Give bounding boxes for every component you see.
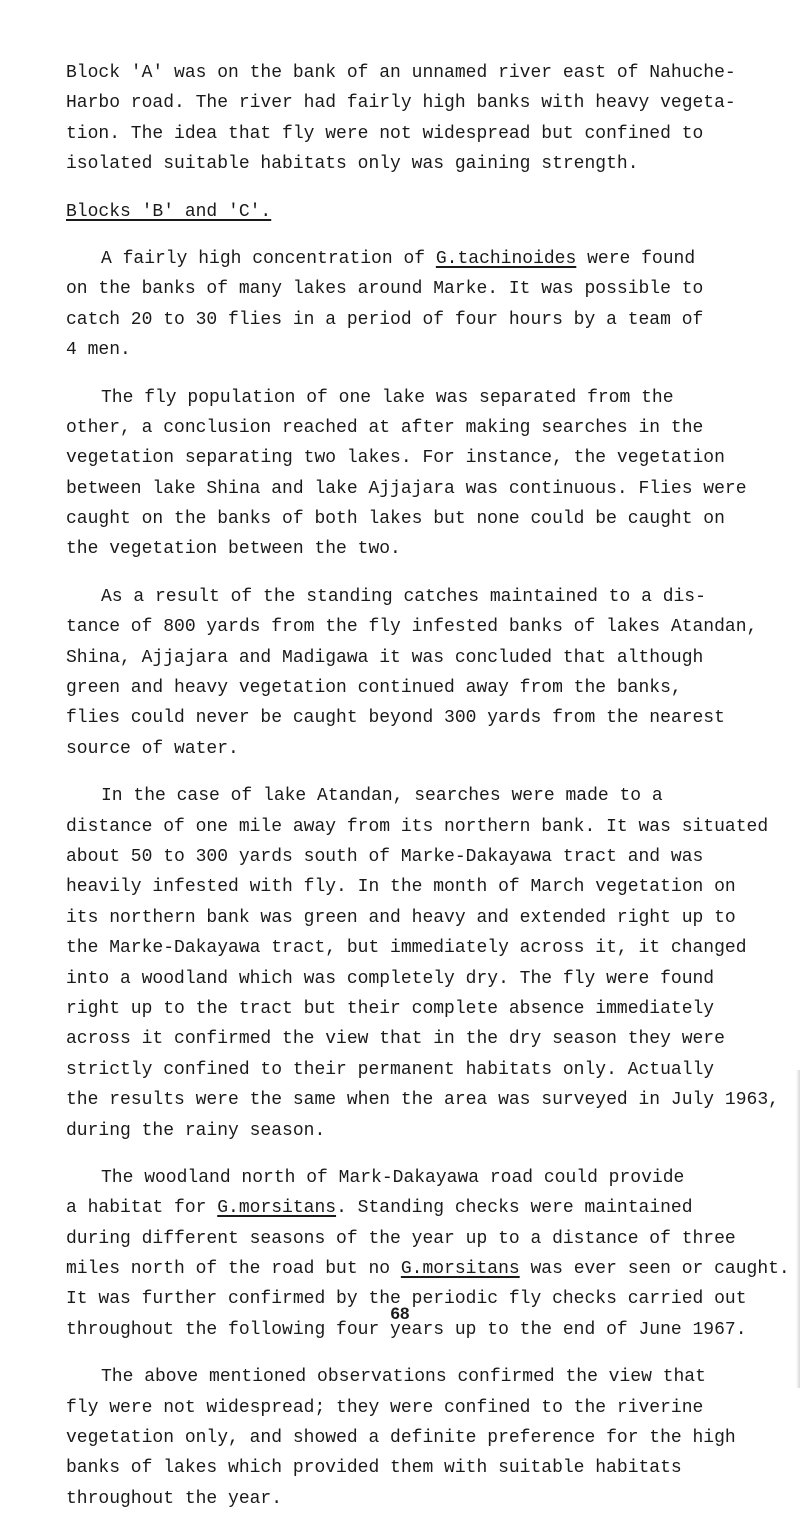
text-line: strictly confined to their permanent habitats only. Actually [66,1059,715,1080]
text-line: vegetation only, and showed a definite preference for the high [66,1428,736,1449]
species-name: G.morsitans [400,1259,520,1280]
text-line: catch 20 to 30 flies in a period of four hours by a team of [66,309,704,330]
text-line: across it confirmed the view that in the dry season they were [66,1029,725,1050]
text-line: right up to the tract but their complete absence immediately [66,998,715,1019]
text-fragment: was ever seen or caught. [519,1259,790,1280]
text-line: into a woodland which was completely dry. The fly were found [66,968,715,989]
text-line: about 50 to 300 yards south of Marke-Dakayawa tract and was [66,846,704,867]
paragraph-conclusion [66,1362,766,1514]
text-line: heavily infested with fly. In the month of March vegetation on [66,877,736,898]
text-line: caught on the banks of both lakes but none could be caught on [66,509,725,530]
text-line: other, a conclusion reached at after making searches in the [66,417,704,438]
text-line: The fly population of one lake was separated from the [101,387,674,408]
text-line: fly were not widespread; they were confined to the riverine [66,1397,704,1418]
text-fragment: A fairly high concentration of [101,248,436,269]
text-line: during the rainy season. [66,1120,326,1141]
text-line: the Marke-Dakayawa tract, but immediately across it, it changed [66,938,747,959]
text-fragment: were found [576,248,696,269]
text-line: Shina, Ajjajara and Madigawa it was concluded that although [66,647,704,668]
section-heading-text: Blocks 'B' and 'C'. [66,201,272,222]
text-line: throughout the following four years up to the end of June 1967. [66,1319,747,1340]
text-fragment: . Standing checks were maintained [336,1198,693,1219]
text-line: the vegetation between the two. [66,539,401,560]
text-line: banks of lakes which provided them with suitable habitats [66,1458,682,1479]
text-line: its northern bank was green and heavy and extended right up to [66,907,736,928]
text-line: tance of 800 yards from the fly infested banks of lakes Atandan, [66,617,758,638]
text-line: Harbo road. The river had fairly high banks with heavy vegeta- [66,93,736,114]
text-line: In the case of lake Atandan, searches were made to a [101,786,663,807]
text-line: isolated suitable habitats only was gaining strength. [66,154,639,175]
text-line: on the banks of many lakes around Marke. It was possible to [66,279,704,300]
text-line: tion. The idea that fly were not widespread but confined to [66,123,704,144]
text-line: 4 men. [66,340,131,361]
text-fragment: miles north of the road but no [66,1259,401,1280]
text-line: distance of one mile away from its northern bank. It was situated [66,816,769,837]
text-line: The above mentioned observations confirmed the view that [101,1367,706,1388]
paragraph-lake-atandan [66,781,779,1146]
text-line: Block 'A' was on the bank of an unnamed river east of Nahuche- [66,63,736,83]
text-line: vegetation separating two lakes. For instance, the vegetation [66,448,725,469]
text-line [66,1254,790,1284]
section-heading [66,197,766,227]
document-page [66,58,790,1514]
text-line: flies could never be caught beyond 300 yards from the nearest [66,708,725,729]
text-line: between lake Shina and lake Ajjajara was continuous. Flies were [66,478,747,499]
scan-edge-shadow [796,1070,800,1388]
paragraph-standing-catches [66,582,766,764]
text-line: green and heavy vegetation continued away from the banks, [66,678,682,699]
text-line: the results were the same when the area was surveyed in July 1963, [66,1090,779,1111]
text-line: throughout the year. [66,1488,283,1509]
text-line [66,1193,766,1223]
page-number: 68 [390,1304,410,1323]
paragraph-block-a [66,58,766,180]
text-line: source of water. [66,738,239,759]
paragraph-separation [66,383,766,565]
paragraph-concentration [66,244,766,366]
text-line: It was further confirmed by the periodic fly checks carried out [66,1289,747,1310]
species-name: G.tachinoides [435,248,577,269]
text-fragment: a habitat for [66,1198,218,1219]
text-line: The woodland north of Mark-Dakayawa road could provide [101,1167,685,1188]
text-line [66,244,766,274]
text-line: during different seasons of the year up to a distance of three [66,1228,736,1249]
text-line: As a result of the standing catches maintained to a dis- [101,586,706,607]
species-name: G.morsitans [217,1198,337,1219]
